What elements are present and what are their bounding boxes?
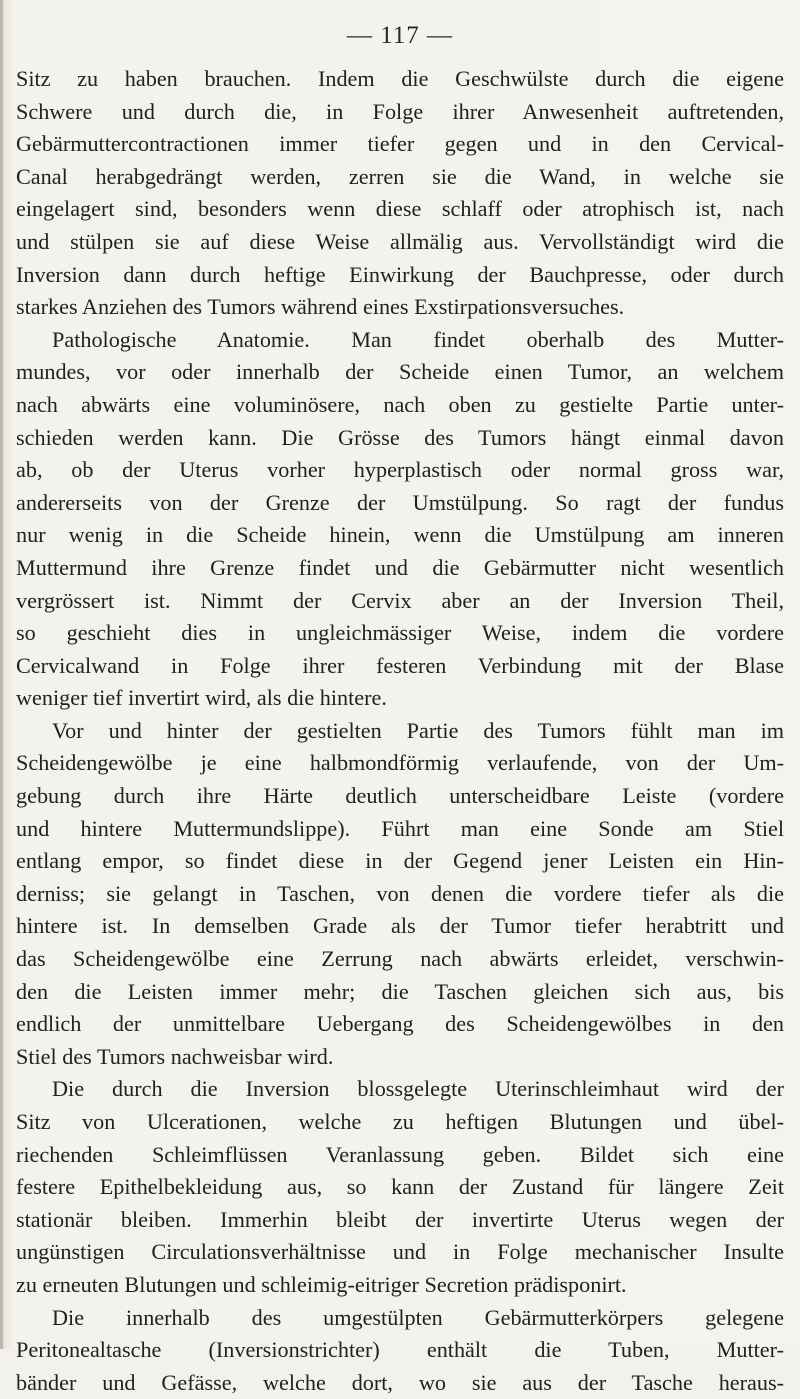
text-line: Cervicalwand in Folge ihrer festeren Verbindung mit der Blase: [16, 652, 784, 678]
text-line: ab, ob der Uterus vorher hyperplastisch oder normal gross war,: [16, 457, 784, 483]
text-line: Scheidengewölbe je eine halbmondförmig verlaufende, von der Um-: [16, 750, 784, 776]
text-line: den die Leisten immer mehr; die Taschen gleichen sich aus, bis: [16, 978, 784, 1004]
text-line: so geschieht dies in ungleichmässiger Weise, indem die vordere: [16, 620, 784, 646]
text-line: Pathologische Anatomie. Man findet oberhalb des Mutter-: [52, 326, 784, 352]
text-line: Peritonealtasche (Inversionstrichter) enthält die Tuben, Mutter-: [16, 1337, 784, 1363]
text-line: das Scheidengewölbe eine Zerrung nach abwärts erleidet, verschwin-: [16, 946, 784, 972]
text-line: andererseits von der Grenze der Umstülpung. So ragt der fundus: [16, 489, 784, 515]
text-line: Canal herabgedrängt werden, zerren sie die Wand, in welche sie: [16, 163, 784, 189]
text-line: eingelagert sind, besonders wenn diese schlaff oder atrophisch ist, nach: [16, 196, 784, 222]
text-line: nach abwärts eine voluminösere, nach oben zu gestielte Partie unter-: [16, 391, 784, 417]
text-line: ungünstigen Circulationsverhältnisse und in Folge mechanischer Insulte: [16, 1239, 784, 1265]
text-line: festere Epithelbekleidung aus, so kann der Zustand für längere Zeit: [16, 1174, 784, 1200]
text-line: riechenden Schleimflüssen Veranlassung geben. Bildet sich eine: [16, 1141, 784, 1167]
text-line: starkes Anziehen des Tumors während eines Exstirpationsversuches.: [16, 294, 625, 320]
body-text: [16, 63, 784, 1399]
text-line: Muttermund ihre Grenze findet und die Gebärmutter nicht wesentlich: [16, 554, 784, 580]
text-line: Die innerhalb des umgestülpten Gebärmutterkörpers gelegene: [52, 1304, 784, 1330]
text-line: Vor und hinter der gestielten Partie des Tumors fühlt man im: [52, 717, 784, 743]
text-line: Gebärmuttercontractionen immer tiefer gegen und in den Cervical-: [16, 131, 784, 157]
page-number: — 117 —: [346, 22, 454, 49]
text-line: derniss; sie gelangt in Taschen, von denen die vordere tiefer als die: [16, 880, 784, 906]
page-gutter: [0, 0, 3, 1349]
text-line: Schwere und durch die, in Folge ihrer Anwesenheit auftretenden,: [16, 98, 784, 124]
text-line: Die durch die Inversion blossgelegte Uterinschleimhaut wird der: [52, 1076, 784, 1102]
text-line: weniger tief invertirt wird, als die hintere.: [16, 685, 387, 711]
text-line: Inversion dann durch heftige Einwirkung der Bauchpresse, oder durch: [16, 261, 784, 287]
text-line: stationär bleiben. Immerhin bleibt der invertirte Uterus wegen der: [16, 1206, 784, 1232]
text-line: schieden werden kann. Die Grösse des Tumors hängt einmal davon: [16, 424, 784, 450]
text-line: Stiel des Tumors nachweisbar wird.: [16, 1043, 334, 1069]
text-line: und hintere Muttermundslippe). Führt man eine Sonde am Stiel: [16, 815, 784, 841]
text-line: Sitz zu haben brauchen. Indem die Geschwülste durch die eigene: [16, 66, 784, 91]
text-line: vergrössert ist. Nimmt der Cervix aber an der Inversion Theil,: [16, 587, 784, 613]
text-line: mundes, vor oder innerhalb der Scheide einen Tumor, an welchem: [16, 359, 784, 385]
text-line: und stülpen sie auf diese Weise allmälig aus. Vervollständigt wird die: [16, 228, 784, 254]
text-line: zu erneuten Blutungen und schleimig-eitriger Secretion prädisponirt.: [16, 1271, 627, 1297]
text-line: nur wenig in die Scheide hinein, wenn die Umstülpung am inneren: [16, 522, 784, 548]
text-line: bänder und Gefässe, welche dort, wo sie aus der Tasche heraus-: [16, 1369, 784, 1395]
text-line: hintere ist. In demselben Grade als der Tumor tiefer herabtritt und: [16, 913, 784, 939]
text-line: entlang empor, so findet diese in der Gegend jener Leisten ein Hin-: [16, 848, 784, 874]
text-line: endlich der unmittelbare Uebergang des Scheidengewölbes in den: [16, 1011, 784, 1037]
text-line: Sitz von Ulcerationen, welche zu heftigen Blutungen und übel-: [16, 1109, 784, 1134]
text-line: gebung durch ihre Härte deutlich unterscheidbare Leiste (vordere: [16, 783, 784, 809]
